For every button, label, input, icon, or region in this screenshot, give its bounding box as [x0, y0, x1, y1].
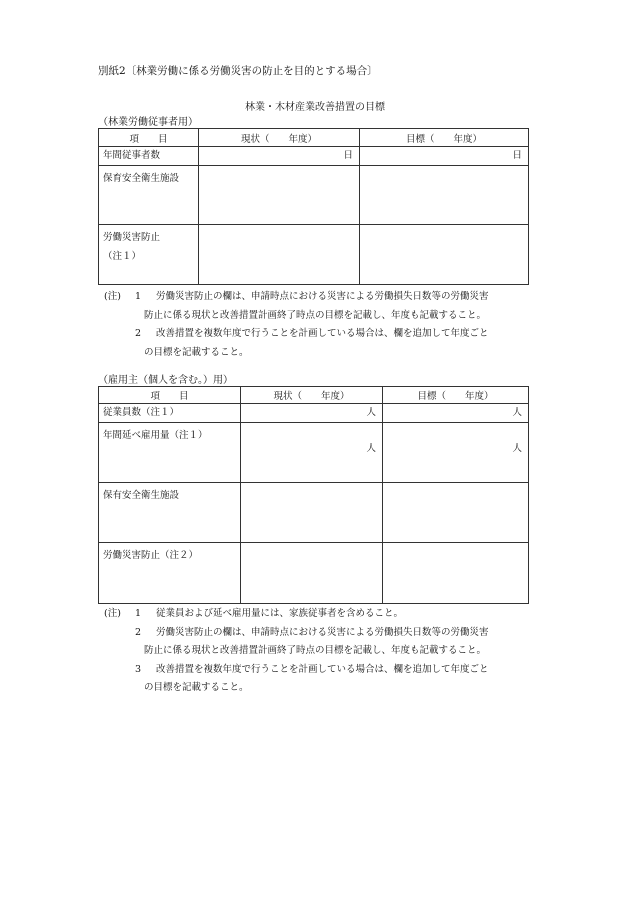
label-line: （注１） — [103, 251, 142, 262]
row-label-annual-workers: 年間従事者数 — [99, 147, 199, 166]
row-label-accident-prevention: 労働災害防止（注２） — [99, 543, 241, 604]
note-continuation — [104, 679, 534, 698]
cell-target-safety-facilities[interactable] — [383, 483, 529, 543]
note-text: 改善措置を複数年度で行うことを計画している場合は、欄を追加して年度ごと — [156, 663, 489, 675]
row-label-employees: 従業員数（注１） — [99, 404, 241, 423]
header-target: 目標（ 年度） — [360, 129, 529, 147]
document-title: 林業・木材産業改善措置の目標 — [245, 102, 385, 113]
note-text: 防止に係る現状と改善措置計画終了時点の目標を記載し、年度も記載すること。 — [144, 645, 487, 656]
row-label-accident-prevention — [99, 225, 199, 285]
section2-notes — [104, 605, 534, 698]
cell-target-employees[interactable] — [383, 404, 529, 423]
cell-target-annual-employment[interactable] — [383, 423, 529, 483]
section2-subtitle: （雇用主（個人を含む。）用） — [98, 375, 233, 386]
cell-current-accident-prevention[interactable] — [241, 543, 383, 604]
cell-target-safety-facilities[interactable] — [360, 166, 529, 225]
note-text: の目標を記載すること。 — [144, 682, 249, 693]
note-item — [104, 661, 534, 680]
header-current: 現状（ 年度） — [199, 129, 360, 147]
row-label-safety-facilities: 保有安全衛生施設 — [99, 483, 241, 543]
document-header: 別紙2〔林業労働に係る労働災害の防止を目的とする場合〕 — [98, 65, 378, 77]
note-text: 従業員および延べ雇用量には、家族従事者を含めること。 — [156, 608, 404, 619]
note-item — [104, 325, 534, 344]
cell-target-annual-workers[interactable] — [360, 147, 529, 166]
unit-persons: 人 — [366, 407, 376, 418]
unit-days: 日 — [343, 150, 353, 161]
cell-current-employees[interactable] — [241, 404, 383, 423]
section1-notes — [104, 288, 534, 362]
header-current: 現状（ 年度） — [241, 387, 383, 404]
unit-persons: 人 — [366, 443, 376, 454]
note-number: 2 — [135, 328, 142, 339]
note-text: 改善措置を複数年度で行うことを計画している場合は、欄を追加して年度ごと — [156, 328, 489, 339]
cell-current-safety-facilities[interactable] — [199, 166, 360, 225]
note-continuation — [104, 344, 534, 363]
note-text: 労働災害防止の欄は、申請時点における災害による労働損失日数等の労働災害 — [156, 291, 489, 302]
cell-current-safety-facilities[interactable] — [241, 483, 383, 543]
note-item — [104, 288, 534, 307]
note-mark: (注) — [104, 291, 121, 302]
note-text: 防止に係る現状と改善措置計画終了時点の目標を記載し、年度も記載すること。 — [144, 309, 487, 321]
row-label-safety-facilities: 保育安全衛生施設 — [99, 166, 199, 225]
forestry-worker-table — [98, 128, 529, 285]
unit-persons: 人 — [512, 407, 522, 418]
note-number: 1 — [135, 291, 142, 302]
section1-subtitle: （林業労働従事者用） — [98, 117, 198, 128]
unit-persons: 人 — [512, 443, 522, 454]
header-item: 項 目 — [99, 387, 241, 404]
row-label-annual-employment: 年間延べ雇用量（注１） — [99, 423, 241, 483]
unit-days: 日 — [512, 150, 522, 161]
note-number: 1 — [135, 608, 142, 619]
cell-target-accident-prevention[interactable] — [383, 543, 529, 604]
cell-current-annual-workers[interactable] — [199, 147, 360, 166]
note-item — [104, 624, 534, 643]
note-continuation — [104, 307, 534, 326]
note-mark: (注) — [104, 608, 121, 619]
note-number: 2 — [135, 626, 142, 638]
header-target: 目標（ 年度） — [383, 387, 529, 404]
employer-table — [98, 386, 529, 604]
note-number: 3 — [135, 663, 142, 675]
cell-current-accident-prevention[interactable] — [199, 225, 360, 285]
cell-target-accident-prevention[interactable] — [360, 225, 529, 285]
cell-current-annual-employment[interactable] — [241, 423, 383, 483]
header-item: 項 目 — [99, 129, 199, 147]
note-item — [104, 605, 534, 624]
note-text: 労働災害防止の欄は、申請時点における災害による労働損失日数等の労働災害 — [156, 626, 489, 638]
label-line: 労働災害防止 — [103, 232, 161, 243]
note-text: の目標を記載すること。 — [144, 346, 249, 358]
note-continuation — [104, 642, 534, 661]
